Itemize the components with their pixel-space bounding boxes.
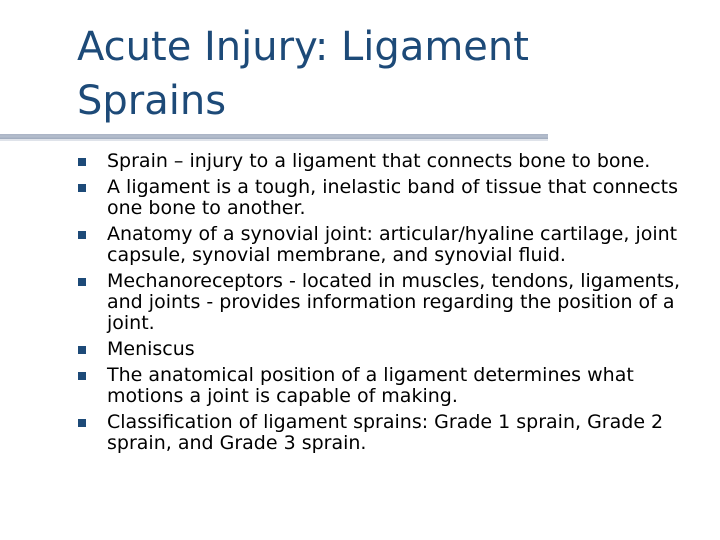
bullet-item [78,412,688,454]
bullet-text: The anatomical position of a ligament determines what motions a joint is capable of making. [107,364,634,407]
title-divider-shadow [0,139,548,141]
bullet-text: Mechanoreceptors - located in muscles, tendons, ligaments, and joints - provides information regarding the position of a joint. [107,270,681,334]
bullet-item [78,224,688,266]
square-bullet-icon [78,278,86,286]
bullet-item [78,339,688,360]
square-bullet-icon [78,419,86,427]
square-bullet-icon [78,231,86,239]
bullet-text: Classification of ligament sprains: Grade 1 sprain, Grade 2 sprain, and Grade 3 sprain. [107,411,664,454]
square-bullet-icon [78,158,86,166]
bullet-item [78,177,688,219]
slide-title: Acute Injury: Ligament Sprains [77,24,529,124]
square-bullet-icon [78,346,86,354]
bullet-item [78,151,688,172]
square-bullet-icon [78,184,86,192]
bullet-text: Meniscus [107,338,195,360]
bullet-text: Anatomy of a synovial joint: articular/hyaline cartilage, joint capsule, synovial membrane, and synovial fluid. [107,223,678,266]
bullet-item [78,271,688,334]
bullet-text: Sprain – injury to a ligament that connects bone to bone. [107,150,651,172]
bullet-list [78,151,688,454]
square-bullet-icon [78,372,86,380]
bullet-text: A ligament is a tough, inelastic band of tissue that connects one bone to another. [107,176,679,219]
bullet-item [78,365,688,407]
